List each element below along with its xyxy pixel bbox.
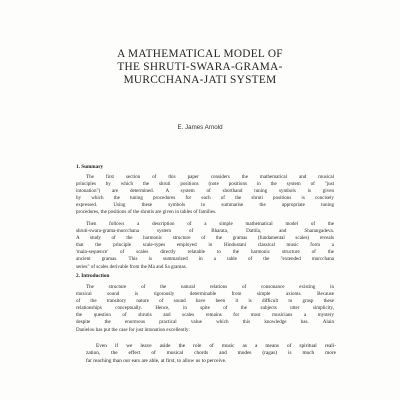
introduction-paragraph — [76, 284, 334, 334]
text-line: series" of scales derivable from the Ma and Sa gramas. — [76, 263, 187, 270]
summary-heading: 1. Summary — [76, 164, 104, 170]
text-line: intonation") are determined. A system of shorthand tuning symbols is given — [76, 188, 334, 195]
quote-line: far reaching than our ears are able, at first, to allow us to perceive. — [86, 357, 227, 364]
paper-title — [40, 48, 360, 87]
title-line-1: A MATHEMATICAL MODEL OF — [117, 48, 283, 60]
text-line: ancient gramas. This is summarized in a table of the "extended murcchana — [76, 256, 334, 263]
text-line: of the transitory nature of sound have been it is difficult to grasp these — [76, 298, 334, 305]
text-line: that the principle scale-types employed in Hindustani classical music form a — [76, 242, 334, 249]
text-line: The first section of this paper considers the mathematical and musical — [86, 174, 334, 180]
text-line: musical sound is rigorously determinable from simple axioms. Because — [76, 291, 334, 298]
text-line: The structure of the natural relations of consonance existing in — [86, 284, 334, 290]
quote-line: Even if we leave aside the role of music as a means of spiritual reali- — [96, 343, 336, 349]
text-line: despite the enormous practical value which this knowledge has. Alain — [76, 319, 334, 326]
text-line: by which the tuning procedures for each of the shruti positions is concisely — [76, 195, 334, 202]
summary-paragraph-2 — [76, 221, 334, 271]
text-line: the question of shrutis and scales remains for most musicians a mystery — [76, 312, 334, 319]
quote-line: zation, the effect of musical chords and modes (ragas) is much more — [86, 350, 336, 357]
text-line: procedures, the positions of the shrutis are given in tables of families. — [76, 209, 217, 216]
text-line: Then follows a description of a simple mathematical model of the — [86, 221, 334, 227]
text-line: principles by which the shruti positions (note positions in the system of "just — [76, 181, 334, 188]
text-line: expressed. Using these symbols to summarise the appropriate tuning — [76, 202, 334, 209]
text-line: relationships conceptually. Hence, in spite of the subjects utter simplicity, — [76, 305, 334, 312]
introduction-heading: 2. Introduction — [76, 273, 110, 279]
block-quote — [86, 343, 336, 365]
text-line: shruti-swara-grama-murcchana system of Bharata, Dattila, and Sharangadeva. — [76, 228, 334, 235]
summary-paragraph-1 — [76, 174, 334, 217]
title-line-3: MURCCHANA-JATI SYSTEM — [123, 74, 277, 86]
text-line: Danielou has put the case for just intonation excellently: — [76, 326, 190, 333]
title-line-2: THE SHRUTI-SWARA-GRAMA- — [117, 61, 283, 73]
text-line: A study of the harmonic structure of the gramas (fundamental scales) reveals — [76, 235, 334, 242]
author-name: E. James Arnold — [177, 124, 223, 131]
text-line: 'main-sequence' of scales directly relatable to the harmonic structure of the — [76, 249, 334, 256]
